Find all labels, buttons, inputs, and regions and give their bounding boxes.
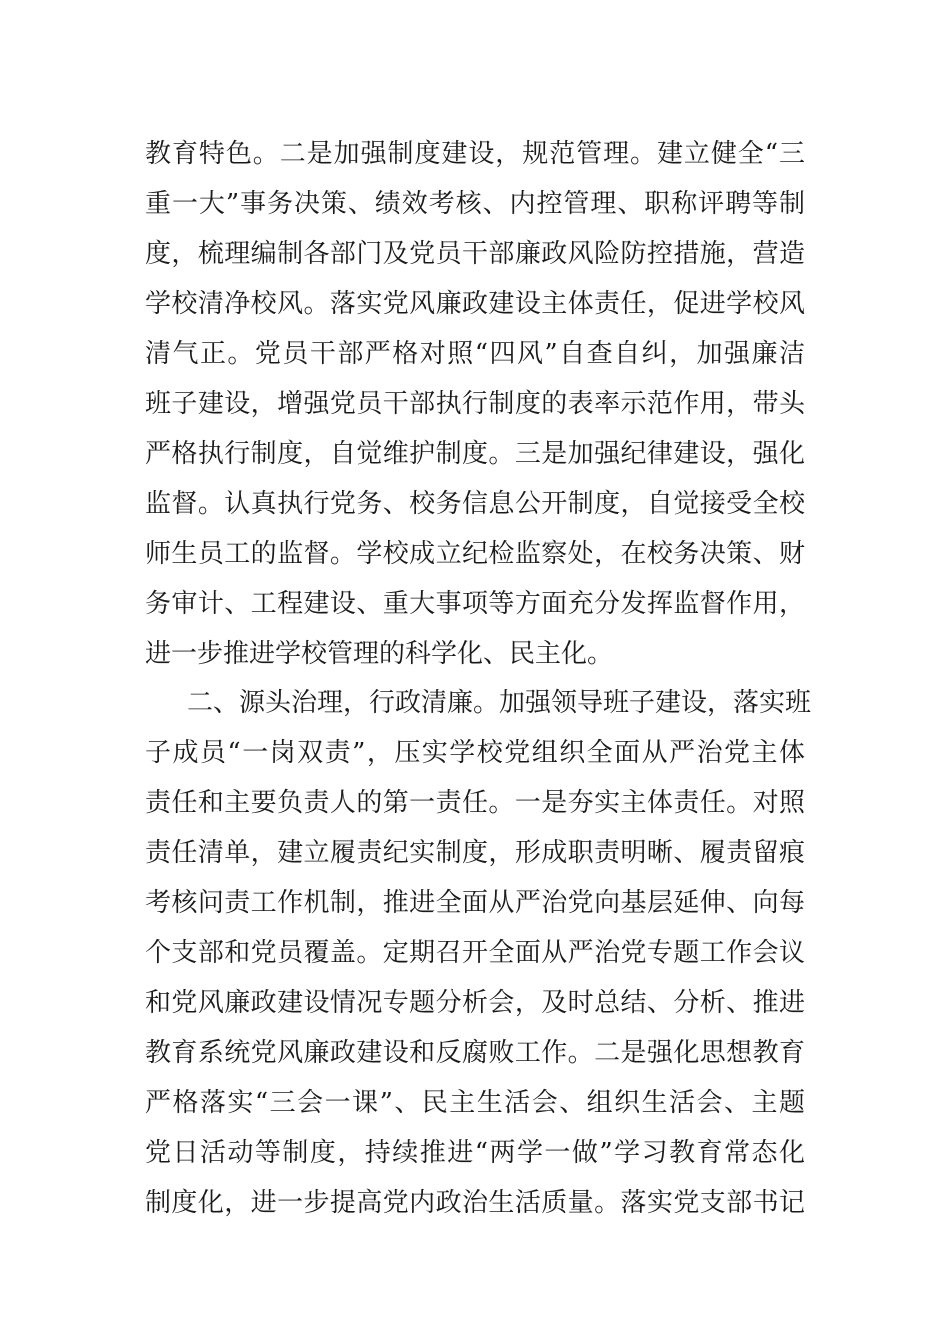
text-line: 子成员“一岗双责”，压实学校党组织全面从严治党主体 xyxy=(145,738,805,768)
text-line: 进一步推进学校管理的科学化、民主化。 xyxy=(145,639,614,669)
text-line: 责任清单，建立履责纪实制度，形成职责明晰、履责留痕 xyxy=(145,838,805,868)
text-line: 教育系统党风廉政建设和反腐败工作。二是强化思想教育 xyxy=(145,1038,805,1068)
text-line: 监督。认真执行党务、校务信息公开制度，自觉接受全校 xyxy=(145,489,805,519)
text-line: 和党风廉政建设情况专题分析会，及时总结、分析、推进 xyxy=(145,988,805,1018)
text-line: 严格执行制度，自觉维护制度。三是加强纪律建设，强化 xyxy=(145,439,805,469)
text-line: 责任和主要负责人的第一责任。一是夯实主体责任。对照 xyxy=(145,788,805,818)
text-line: 党日活动等制度，持续推进“两学一做”学习教育常态化 xyxy=(145,1138,805,1168)
text-line: 考核问责工作机制，推进全面从严治党向基层延伸、向每 xyxy=(145,888,805,918)
text-line: 师生员工的监督。学校成立纪检监察处，在校务决策、财 xyxy=(145,539,805,569)
text-line: 度，梳理编制各部门及党员干部廉政风险防控措施，营造 xyxy=(145,239,805,269)
text-line: 学校清净校风。落实党风廉政建设主体责任，促进学校风 xyxy=(145,289,805,319)
text-line: 班子建设，增强党员干部执行制度的表率示范作用，带头 xyxy=(145,389,805,419)
text-line: 制度化，进一步提高党内政治生活质量。落实党支部书记 xyxy=(145,1188,805,1218)
text-line: 清气正。党员干部严格对照“四风”自查自纠，加强廉洁 xyxy=(145,339,805,369)
text-line: 严格落实“三会一课”、民主生活会、组织生活会、主题 xyxy=(145,1088,805,1118)
text-line: 重一大”事务决策、绩效考核、内控管理、职称评聘等制 xyxy=(145,189,805,219)
text-line: 教育特色。二是加强制度建设，规范管理。建立健全“三 xyxy=(145,139,805,169)
paragraph-first-line: 二、源头治理，行政清廉。加强领导班子建设，落实班 xyxy=(187,688,812,718)
text-line: 个支部和党员覆盖。定期召开全面从严治党专题工作会议 xyxy=(145,938,805,968)
text-line: 务审计、工程建设、重大事项等方面充分发挥监督作用， xyxy=(145,589,805,619)
